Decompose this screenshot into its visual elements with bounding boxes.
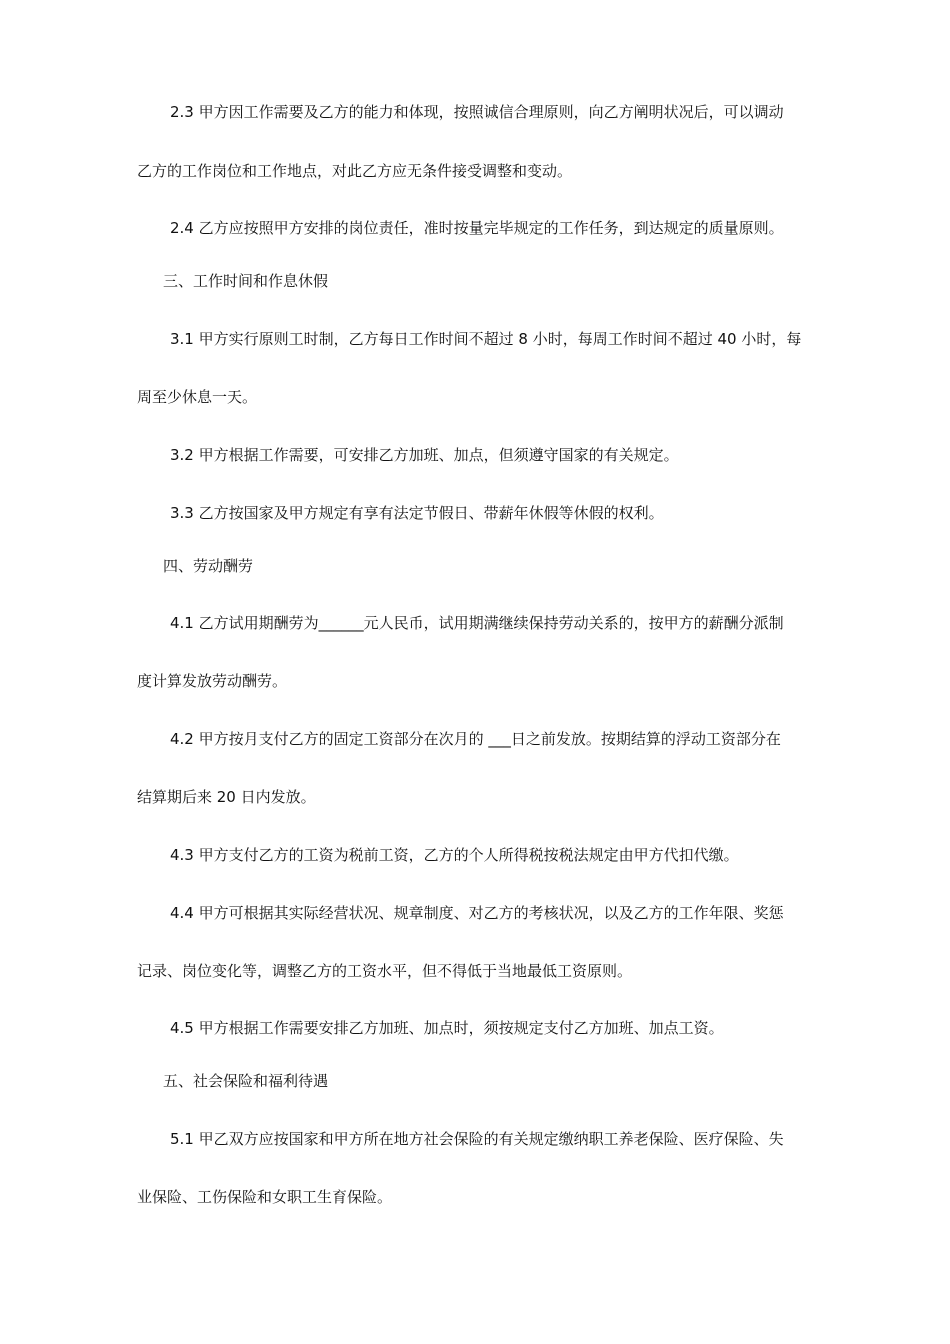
section-5-heading: 五、社会保险和福利待遇 — [163, 1072, 329, 1090]
clause-4-2-line-2: 结算期后来 20 日内发放。 — [137, 788, 316, 806]
clause-4-2-line-1: 4.2 甲方按月支付乙方的固定工资部分在次月的 ___日之前发放。按期结算的浮动工资部分在 — [170, 730, 781, 748]
clause-3-2: 3.2 甲方根据工作需要，可安排乙方加班、加点，但须遵守国家的有关规定。 — [170, 446, 679, 464]
clause-4-4-line-2: 记录、岗位变化等，调整乙方的工资水平，但不得低于当地最低工资原则。 — [137, 962, 633, 980]
clause-4-3: 4.3 甲方支付乙方的工资为税前工资，乙方的个人所得税按税法规定由甲方代扣代缴。 — [170, 846, 739, 864]
clause-3-1-line-1: 3.1 甲方实行原则工时制，乙方每日工作时间不超过 8 小时，每周工作时间不超过 40 小时，每 — [170, 330, 802, 348]
clause-4-1-line-2: 度计算发放劳动酬劳。 — [137, 672, 288, 690]
section-4-heading: 四、劳动酬劳 — [163, 557, 254, 575]
clause-2-3-line-1: 2.3 甲方因工作需要及乙方的能力和体现，按照诚信合理原则，向乙方阐明状况后，可以调动 — [170, 103, 784, 121]
clause-3-3: 3.3 乙方按国家及甲方规定有享有法定节假日、带薪年休假等休假的权利。 — [170, 504, 664, 522]
clause-4-4-line-1: 4.4 甲方可根据其实际经营状况、规章制度、对乙方的考核状况，以及乙方的工作年限、奖惩 — [170, 904, 784, 922]
section-3-heading: 三、工作时间和作息休假 — [163, 272, 329, 290]
clause-4-1-line-1: 4.1 乙方试用期酬劳为______元人民币，试用期满继续保持劳动关系的，按甲方的薪酬分派制 — [170, 614, 784, 632]
clause-5-1-line-1: 5.1 甲乙双方应按国家和甲方所在地方社会保险的有关规定缴纳职工养老保险、医疗保险、失 — [170, 1130, 784, 1148]
clause-5-1-line-2: 业保险、工伤保险和女职工生育保险。 — [137, 1188, 393, 1206]
clause-2-4: 2.4 乙方应按照甲方安排的岗位责任，准时按量完毕规定的工作任务，到达规定的质量原则。 — [170, 219, 784, 237]
clause-2-3-line-2: 乙方的工作岗位和工作地点，对此乙方应无条件接受调整和变动。 — [137, 162, 573, 180]
clause-4-5: 4.5 甲方根据工作需要安排乙方加班、加点时，须按规定支付乙方加班、加点工资。 — [170, 1019, 724, 1037]
clause-3-1-line-2: 周至少休息一天。 — [137, 388, 258, 406]
